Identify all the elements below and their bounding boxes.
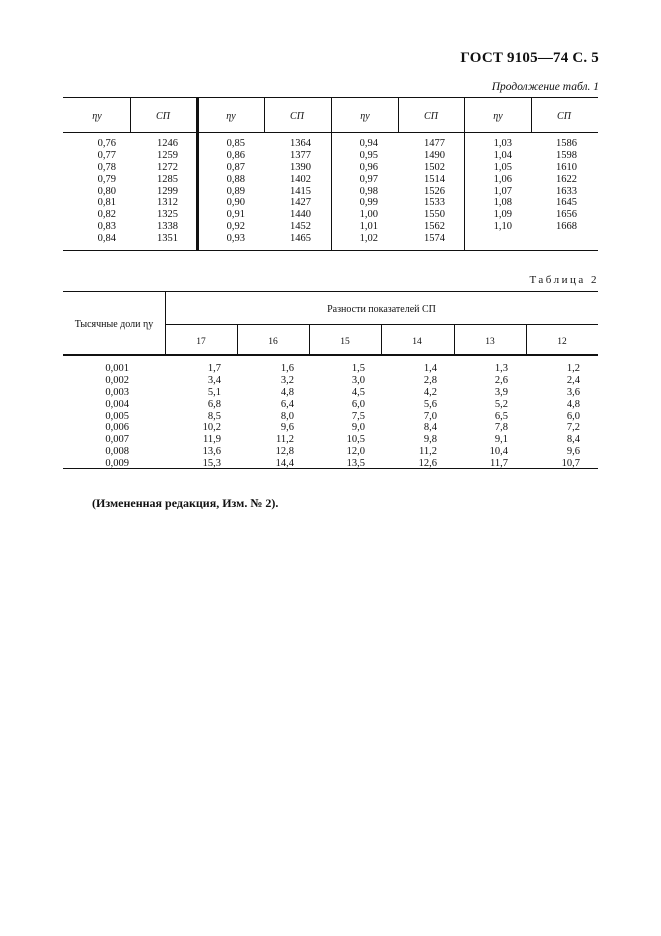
- table-2-cell: 8,4: [423, 422, 437, 434]
- table-2-cell: 3,2: [280, 374, 294, 386]
- table-1-cell: 1465: [290, 233, 311, 245]
- table-1-cell: 0,84: [97, 233, 116, 245]
- table-2-cell: 7,2: [566, 422, 580, 434]
- table-2-group-header: Разности показателей СП: [327, 304, 436, 315]
- page-header: ГОСТ 9105—74 С. 5: [460, 50, 599, 66]
- table-2-cell: 4,5: [351, 386, 365, 398]
- table-1-cell: 1,05: [493, 161, 512, 173]
- table-1-cell: 1440: [290, 209, 311, 221]
- table-1-header-cell: ηу: [92, 111, 102, 122]
- table-1: [63, 97, 598, 251]
- table-1-cell: 0,98: [359, 185, 378, 197]
- table-1-cell: 1272: [157, 161, 178, 173]
- table-2-cell: 8,5: [207, 410, 221, 422]
- table-1-column: [517, 138, 577, 233]
- table-2-cell: 11,2: [419, 446, 437, 458]
- table-1-cell: 1,10: [493, 221, 512, 233]
- table-1-cell: 1586: [556, 138, 577, 149]
- table-2-cell: 1,2: [566, 363, 580, 374]
- table-1-column: [452, 138, 512, 233]
- table-2-stub-cell: 0,007: [105, 434, 129, 446]
- table-1-cell: 1645: [556, 197, 577, 209]
- table-2-cell: 6,0: [566, 410, 580, 422]
- table-1-cell: 0,90: [226, 197, 245, 209]
- table-1-cell: 1598: [556, 149, 577, 161]
- table-1-cell: 1427: [290, 197, 311, 209]
- table-1-cell: 1312: [157, 197, 178, 209]
- table-2-cell: 9,1: [494, 434, 508, 446]
- table-2-cell: 2,8: [423, 374, 437, 386]
- table-2-cell: 12,0: [346, 446, 365, 458]
- table-1-cell: 1402: [290, 173, 311, 185]
- table-1-cell: 0,89: [226, 185, 245, 197]
- table-1-header-cell: ηу: [360, 111, 370, 122]
- table-2-column-header: 12: [557, 337, 567, 347]
- table-1-column: [185, 138, 245, 245]
- table-2-cell: 1,7: [207, 363, 221, 374]
- table-2-cell: 6,8: [207, 398, 221, 410]
- table-1-header-cell: СП: [557, 111, 571, 122]
- table-1-cell: 1574: [424, 233, 445, 245]
- table-2-cell: 10,4: [489, 446, 508, 458]
- table-1-cell: 1502: [424, 161, 445, 173]
- table-1-cell: 1533: [424, 197, 445, 209]
- table-1-cell: 1452: [290, 221, 311, 233]
- table-2-cell: 7,5: [351, 410, 365, 422]
- table-1-cell: 1,09: [493, 209, 512, 221]
- table-2-cell: 15,3: [202, 458, 221, 470]
- table-2-cell: 7,8: [494, 422, 508, 434]
- table-1-cell: 1,07: [493, 185, 512, 197]
- table-1-cell: 1351: [157, 233, 178, 245]
- table-1-divider: [130, 98, 131, 132]
- table-2-cell: 12,6: [418, 458, 437, 470]
- table-2-cell: 12,8: [275, 446, 294, 458]
- table-1-cell: 1562: [424, 221, 445, 233]
- table-1-cell: 0,97: [359, 173, 378, 185]
- table-2-column-header: 15: [340, 337, 350, 347]
- table-2-cell: 13,5: [346, 458, 365, 470]
- table-2: [63, 291, 598, 469]
- table-1-cell: 0,88: [226, 173, 245, 185]
- table-1-cell: 1,04: [493, 149, 512, 161]
- table-1-cell: 0,76: [97, 138, 116, 149]
- table-2-cell: 6,0: [351, 398, 365, 410]
- table-1-divider: [398, 98, 399, 132]
- table-2-cell: 4,2: [423, 386, 437, 398]
- table-2-cell: 8,4: [566, 434, 580, 446]
- table-2-column: [526, 363, 580, 470]
- table-2-stub-cell: 0,009: [105, 458, 129, 470]
- table-1-cell: 1633: [556, 185, 577, 197]
- table-1-cell: 1259: [157, 149, 178, 161]
- table-2-cell: 9,6: [566, 446, 580, 458]
- table-2-cell: 10,2: [202, 422, 221, 434]
- table-2-column: [309, 363, 365, 470]
- table-1-cell: 1246: [157, 138, 178, 149]
- table-2-cell: 4,8: [280, 386, 294, 398]
- table-2-column-header: 16: [268, 337, 278, 347]
- table-1-divider: [264, 98, 265, 132]
- table-2-cell: 6,4: [280, 398, 294, 410]
- table-1-column: [318, 138, 378, 245]
- table-1-cell: 0,82: [97, 209, 116, 221]
- table-2-cell: 1,5: [351, 363, 365, 374]
- table-1-column: [251, 138, 311, 245]
- table-1-cell: 0,81: [97, 197, 116, 209]
- table-2-cell: 1,3: [494, 363, 508, 374]
- table-2-cell: 11,7: [490, 458, 508, 470]
- table-1-cell: 1668: [556, 221, 577, 233]
- table-2-stub-cell: 0,008: [105, 446, 129, 458]
- table-2-cell: 1,6: [280, 363, 294, 374]
- table-1-cell: 0,94: [359, 138, 378, 149]
- table-2-column-header: 17: [196, 337, 206, 347]
- table-2-stub-cell: 0,006: [105, 422, 129, 434]
- table-2-column: [454, 363, 508, 470]
- table-1-column: [56, 138, 116, 245]
- table-2-stub-cell: 0,002: [105, 374, 129, 386]
- table-2-cell: 14,4: [275, 458, 294, 470]
- table-2-cell: 9,8: [423, 434, 437, 446]
- table-1-cell: 1477: [424, 138, 445, 149]
- table-2-cell: 11,9: [203, 434, 221, 446]
- table-1-cell: 1,00: [359, 209, 378, 221]
- table-2-cell: 2,6: [494, 374, 508, 386]
- table-2-caption: Таблица 2: [529, 274, 599, 286]
- table-2-cell: 8,0: [280, 410, 294, 422]
- table-2-cell: 3,4: [207, 374, 221, 386]
- table-2-cell: 10,7: [561, 458, 580, 470]
- table-continuation-label: Продолжение табл. 1: [491, 81, 599, 93]
- table-1-cell: 1,01: [359, 221, 378, 233]
- table-1-cell: 1550: [424, 209, 445, 221]
- table-1-header-cell: ηу: [226, 111, 236, 122]
- table-1-cell: 1285: [157, 173, 178, 185]
- table-1-divider: [531, 98, 532, 132]
- table-1-cell: 1377: [290, 149, 311, 161]
- table-2-cell: 9,0: [351, 422, 365, 434]
- table-1-cell: 0,99: [359, 197, 378, 209]
- table-2-column: [381, 363, 437, 470]
- table-1-cell: 1,02: [359, 233, 378, 245]
- table-2-cell: 6,5: [494, 410, 508, 422]
- table-1-header-cell: СП: [156, 111, 170, 122]
- table-2-column-header: 14: [412, 337, 422, 347]
- table-1-header-cell: СП: [290, 111, 304, 122]
- table-2-stub-cell: 0,005: [105, 410, 129, 422]
- table-1-cell: 0,79: [97, 173, 116, 185]
- table-1-cell: 0,91: [226, 209, 245, 221]
- table-2-cell: 2,4: [566, 374, 580, 386]
- table-1-cell: 1364: [290, 138, 311, 149]
- table-1-cell: 1490: [424, 149, 445, 161]
- table-2-column: [237, 363, 294, 470]
- table-1-header-cell: ηу: [493, 111, 503, 122]
- table-1-cell: 0,83: [97, 221, 116, 233]
- table-2-cell: 9,6: [280, 422, 294, 434]
- table-2-stub-cell: 0,003: [105, 386, 129, 398]
- table-2-cell: 11,2: [276, 434, 294, 446]
- table-2-cell: 13,6: [202, 446, 221, 458]
- table-2-stub-cell: 0,001: [105, 363, 129, 374]
- table-2-cell: 7,0: [423, 410, 437, 422]
- table-1-cell: 1338: [157, 221, 178, 233]
- table-2-cell: 5,2: [494, 398, 508, 410]
- table-1-header-cell: СП: [424, 111, 438, 122]
- table-1-cell: 1526: [424, 185, 445, 197]
- table-1-cell: 0,86: [226, 149, 245, 161]
- table-1-cell: 1622: [556, 173, 577, 185]
- table-1-cell: 0,93: [226, 233, 245, 245]
- table-2-column: [165, 363, 221, 470]
- table-2-stub-header: Тысячные доли ηу: [74, 319, 154, 330]
- table-2-cell: 3,0: [351, 374, 365, 386]
- table-2-cell: 1,4: [423, 363, 437, 374]
- table-2-cell: 5,6: [423, 398, 437, 410]
- table-1-cell: 1514: [424, 173, 445, 185]
- table-2-cell: 3,9: [494, 386, 508, 398]
- table-2-header-line: [63, 354, 598, 356]
- table-2-cell: 10,5: [346, 434, 365, 446]
- table-1-cell: 1610: [556, 161, 577, 173]
- table-1-cell: 1,08: [493, 197, 512, 209]
- table-2-cell: 5,1: [207, 386, 221, 398]
- table-1-column: [385, 138, 445, 245]
- table-1-cell: 0,77: [97, 149, 116, 161]
- table-2-stub-cell: 0,004: [105, 398, 129, 410]
- table-1-cell: 1325: [157, 209, 178, 221]
- table-1-cell: 1656: [556, 209, 577, 221]
- table-1-cell: 0,87: [226, 161, 245, 173]
- table-1-column: [118, 138, 178, 245]
- table-1-cell: 0,96: [359, 161, 378, 173]
- table-1-cell: 1390: [290, 161, 311, 173]
- table-1-cell: 0,92: [226, 221, 245, 233]
- table-2-stub-column: [83, 363, 129, 470]
- table-1-cell: 1415: [290, 185, 311, 197]
- table-1-cell: 1,06: [493, 173, 512, 185]
- table-1-cell: 1,03: [493, 138, 512, 149]
- table-2-cell: 4,8: [566, 398, 580, 410]
- table-1-cell: 0,80: [97, 185, 116, 197]
- table-1-cell: 0,95: [359, 149, 378, 161]
- amendment-note: (Измененная редакция, Изм. № 2).: [92, 496, 279, 510]
- table-1-cell: 1299: [157, 185, 178, 197]
- table-2-cell: 3,6: [566, 386, 580, 398]
- table-2-column-header: 13: [485, 337, 495, 347]
- table-1-cell: 0,85: [226, 138, 245, 149]
- table-1-cell: 0,78: [97, 161, 116, 173]
